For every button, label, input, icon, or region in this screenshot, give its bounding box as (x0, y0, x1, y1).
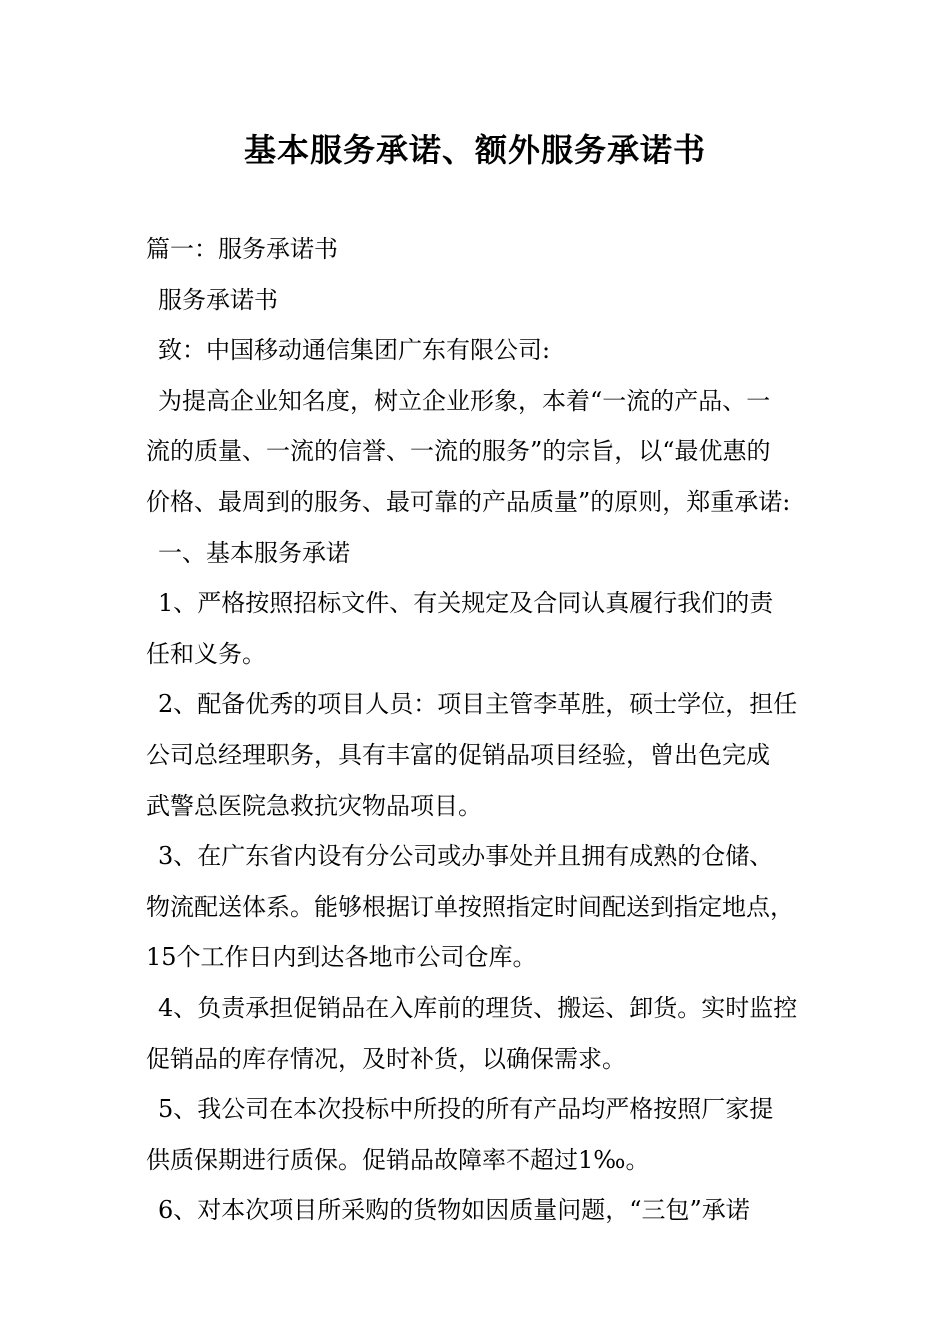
paragraph-line: 为提高企业知名度，树立企业形象，本着“一流的产品、一 (158, 386, 771, 415)
document-title: 基本服务承诺、额外服务承诺书 (243, 131, 706, 169)
list-item-continuation: 促销品的库存情况，及时补货，以确保需求。 (146, 1044, 626, 1073)
list-item: 2、配备优秀的项目人员：项目主管李革胜，硕士学位，担任 (158, 690, 798, 719)
list-item: 4、负责承担促销品在入库前的理货、搬运、卸货。实时监控 (158, 993, 798, 1022)
list-item: 5、我公司在本次投标中所投的所有产品均严格按照厂家提 (158, 1095, 774, 1124)
list-item-continuation: 任和义务。 (146, 639, 266, 668)
list-item-continuation: 物流配送体系。能够根据订单按照指定时间配送到指定地点， (146, 892, 794, 921)
section-heading: 一、基本服务承诺 (158, 538, 350, 567)
list-item-continuation: 武警总医院急救抗灾物品项目。 (146, 791, 482, 820)
list-item-continuation: 公司总经理职务，具有丰富的促销品项目经验，曾出色完成 (146, 740, 770, 769)
section-heading: 篇一：服务承诺书 (146, 235, 338, 263)
subheading: 服务承诺书 (158, 285, 278, 314)
addressee-line: 致：中国移动通信集团广东有限公司: (158, 336, 551, 365)
document-body (146, 224, 836, 1236)
list-item-continuation: 15个工作日内到达各地市公司仓库。 (146, 943, 537, 972)
list-item: 6、对本次项目所采购的货物如因质量问题，“三包”承诺 (158, 1196, 750, 1225)
list-item: 3、在广东省内设有分公司或办事处并且拥有成熟的仓储、 (158, 842, 774, 871)
paragraph-line: 价格、最周到的服务、最可靠的产品质量”的原则，郑重承诺: (146, 487, 791, 516)
list-item-continuation: 供质保期进行质保。促销品故障率不超过1‰。 (146, 1145, 650, 1174)
paragraph-line: 流的质量、一流的信誉、一流的服务”的宗旨，以“最优惠的 (146, 437, 771, 466)
list-item: 1、严格按照招标文件、有关规定及合同认真履行我们的责 (158, 589, 774, 618)
